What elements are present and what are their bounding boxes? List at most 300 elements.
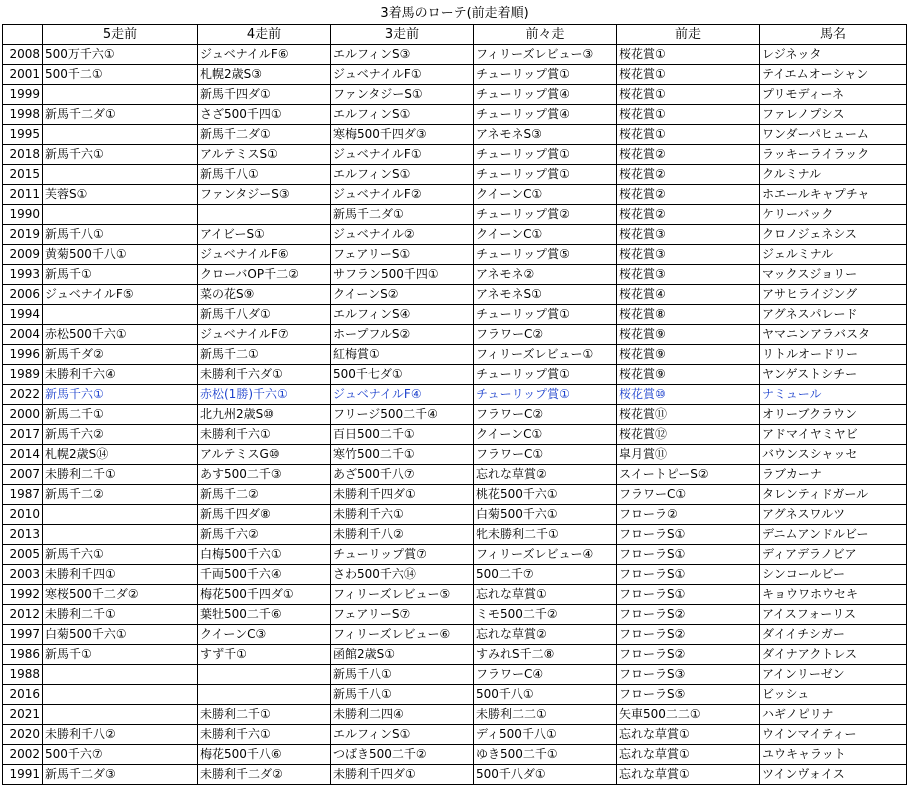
cell-last-race: 桜花賞⑪ bbox=[617, 405, 760, 425]
cell-last-race: 桜花賞⑫ bbox=[617, 425, 760, 445]
table-row bbox=[3, 405, 907, 425]
cell-4-races-ago: ジュベナイルF⑥ bbox=[198, 45, 331, 65]
cell-4-races-ago: アルテミスS① bbox=[198, 145, 331, 165]
cell-2-races-ago: 500二千⑦ bbox=[474, 565, 617, 585]
cell-4-races-ago: 葉牡500二千⑥ bbox=[198, 605, 331, 625]
cell-year: 2017 bbox=[3, 425, 43, 445]
cell-year: 1986 bbox=[3, 645, 43, 665]
cell-last-race: 桜花賞③ bbox=[617, 245, 760, 265]
cell-2-races-ago: 忘れな草賞② bbox=[474, 465, 617, 485]
cell-4-races-ago: ジュベナイルF⑦ bbox=[198, 325, 331, 345]
cell-horse-name: シンコールビー bbox=[760, 565, 907, 585]
table-row bbox=[3, 385, 907, 405]
cell-2-races-ago: チューリップ賞④ bbox=[474, 85, 617, 105]
cell-3-races-ago: エルフィンS③ bbox=[331, 45, 474, 65]
table-row bbox=[3, 625, 907, 645]
cell-4-races-ago: すず千① bbox=[198, 645, 331, 665]
cell-5-races-ago: 白菊500千六① bbox=[43, 625, 198, 645]
cell-2-races-ago: クイーンC① bbox=[474, 425, 617, 445]
cell-4-races-ago bbox=[198, 685, 331, 705]
cell-year: 2009 bbox=[3, 245, 43, 265]
cell-last-race: 桜花賞① bbox=[617, 125, 760, 145]
cell-2-races-ago: アネモネS① bbox=[474, 285, 617, 305]
cell-year: 1996 bbox=[3, 345, 43, 365]
table-row bbox=[3, 525, 907, 545]
cell-horse-name: ビッシュ bbox=[760, 685, 907, 705]
cell-2-races-ago: すみれS千二⑧ bbox=[474, 645, 617, 665]
cell-5-races-ago: 新馬千二② bbox=[43, 485, 198, 505]
table-row bbox=[3, 545, 907, 565]
cell-horse-name: ケリーバック bbox=[760, 205, 907, 225]
cell-horse-name: ワンダーパヒューム bbox=[760, 125, 907, 145]
cell-horse-name: ヤンゲストシチー bbox=[760, 365, 907, 385]
cell-last-race: 桜花賞② bbox=[617, 185, 760, 205]
cell-horse-name: ユウキャラット bbox=[760, 745, 907, 765]
cell-3-races-ago: 紅梅賞① bbox=[331, 345, 474, 365]
cell-horse-name: ホエールキャプチャ bbox=[760, 185, 907, 205]
table-row bbox=[3, 705, 907, 725]
cell-horse-name: デニムアンドルビー bbox=[760, 525, 907, 545]
cell-last-race: 桜花賞⑧ bbox=[617, 305, 760, 325]
cell-horse-name: ダイナアクトレス bbox=[760, 645, 907, 665]
cell-4-races-ago: 梅花500千四ダ① bbox=[198, 585, 331, 605]
cell-3-races-ago: エルフィンS① bbox=[331, 725, 474, 745]
cell-2-races-ago: チューリップ賞② bbox=[474, 205, 617, 225]
cell-4-races-ago: クローバOP千二② bbox=[198, 265, 331, 285]
table-row bbox=[3, 85, 907, 105]
cell-5-races-ago: 未勝利千八② bbox=[43, 725, 198, 745]
table-row bbox=[3, 445, 907, 465]
table-row bbox=[3, 505, 907, 525]
cell-year: 2011 bbox=[3, 185, 43, 205]
cell-2-races-ago: アネモネS③ bbox=[474, 125, 617, 145]
cell-5-races-ago bbox=[43, 205, 198, 225]
cell-5-races-ago: 未勝利二千① bbox=[43, 465, 198, 485]
table-row bbox=[3, 585, 907, 605]
cell-2-races-ago: フラワーC① bbox=[474, 445, 617, 465]
cell-3-races-ago: 未勝利千四ダ① bbox=[331, 765, 474, 785]
cell-4-races-ago: 赤松(1勝)千六① bbox=[198, 385, 331, 405]
cell-3-races-ago: フェアリーS⑦ bbox=[331, 605, 474, 625]
cell-last-race: フローラS① bbox=[617, 565, 760, 585]
cell-year: 2022 bbox=[3, 385, 43, 405]
table-body bbox=[3, 45, 907, 785]
cell-3-races-ago: ジュベナイルF① bbox=[331, 145, 474, 165]
cell-5-races-ago: 新馬千① bbox=[43, 265, 198, 285]
cell-2-races-ago: クイーンC① bbox=[474, 185, 617, 205]
cell-horse-name: アイスフォーリス bbox=[760, 605, 907, 625]
cell-3-races-ago: エルフィンS④ bbox=[331, 305, 474, 325]
cell-2-races-ago: アネモネ② bbox=[474, 265, 617, 285]
cell-year: 2010 bbox=[3, 505, 43, 525]
cell-2-races-ago: 未勝利二二① bbox=[474, 705, 617, 725]
cell-year: 2000 bbox=[3, 405, 43, 425]
cell-2-races-ago: チューリップ賞① bbox=[474, 305, 617, 325]
cell-last-race: 桜花賞① bbox=[617, 105, 760, 125]
cell-horse-name: プリモディーネ bbox=[760, 85, 907, 105]
cell-3-races-ago: さわ500千六⑭ bbox=[331, 565, 474, 585]
cell-2-races-ago: ミモ500二千② bbox=[474, 605, 617, 625]
cell-last-race: 忘れな草賞① bbox=[617, 745, 760, 765]
cell-last-race: 桜花賞③ bbox=[617, 265, 760, 285]
cell-5-races-ago: 芙蓉S① bbox=[43, 185, 198, 205]
cell-2-races-ago: 牝未勝利二千① bbox=[474, 525, 617, 545]
cell-4-races-ago: あす500二千③ bbox=[198, 465, 331, 485]
cell-year: 2002 bbox=[3, 745, 43, 765]
cell-last-race: フローラ② bbox=[617, 505, 760, 525]
cell-year: 1991 bbox=[3, 765, 43, 785]
cell-4-races-ago: 未勝利千六ダ① bbox=[198, 365, 331, 385]
table-row bbox=[3, 325, 907, 345]
cell-2-races-ago: フラワーC② bbox=[474, 405, 617, 425]
header-row bbox=[3, 25, 907, 45]
cell-year: 1993 bbox=[3, 265, 43, 285]
cell-3-races-ago: チューリップ賞⑦ bbox=[331, 545, 474, 565]
cell-2-races-ago: チューリップ賞① bbox=[474, 145, 617, 165]
rotation-table bbox=[2, 3, 907, 785]
cell-5-races-ago: 札幌2歳S⑭ bbox=[43, 445, 198, 465]
cell-2-races-ago: クイーンC① bbox=[474, 225, 617, 245]
cell-last-race: 桜花賞⑩ bbox=[617, 385, 760, 405]
table-row bbox=[3, 285, 907, 305]
cell-last-race: スイートピーS② bbox=[617, 465, 760, 485]
cell-5-races-ago: 500千六⑦ bbox=[43, 745, 198, 765]
cell-5-races-ago bbox=[43, 705, 198, 725]
cell-3-races-ago: ファンタジーS① bbox=[331, 85, 474, 105]
cell-5-races-ago: 新馬千二ダ③ bbox=[43, 765, 198, 785]
cell-year: 2012 bbox=[3, 605, 43, 625]
cell-2-races-ago: フラワーC② bbox=[474, 325, 617, 345]
cell-horse-name: ラブカーナ bbox=[760, 465, 907, 485]
cell-horse-name: タレンティドガール bbox=[760, 485, 907, 505]
cell-4-races-ago: 新馬千二ダ① bbox=[198, 125, 331, 145]
cell-4-races-ago: アイビーS① bbox=[198, 225, 331, 245]
cell-year: 2021 bbox=[3, 705, 43, 725]
cell-last-race: フローラS② bbox=[617, 645, 760, 665]
cell-3-races-ago: フィリーズレビュー⑥ bbox=[331, 625, 474, 645]
cell-year: 1989 bbox=[3, 365, 43, 385]
cell-last-race: フローラS② bbox=[617, 625, 760, 645]
cell-4-races-ago: 菜の花S⑨ bbox=[198, 285, 331, 305]
cell-3-races-ago: 寒梅500千四ダ③ bbox=[331, 125, 474, 145]
cell-5-races-ago: 新馬千ダ② bbox=[43, 345, 198, 365]
cell-4-races-ago: さざ500千四① bbox=[198, 105, 331, 125]
cell-horse-name: クロノジェネシス bbox=[760, 225, 907, 245]
cell-last-race: 桜花賞① bbox=[617, 85, 760, 105]
table-row bbox=[3, 245, 907, 265]
cell-last-race: 桜花賞⑨ bbox=[617, 325, 760, 345]
cell-5-races-ago: 500千二① bbox=[43, 65, 198, 85]
table-row bbox=[3, 485, 907, 505]
cell-horse-name: ダイイチシガー bbox=[760, 625, 907, 645]
cell-2-races-ago: チューリップ賞① bbox=[474, 365, 617, 385]
cell-5-races-ago bbox=[43, 505, 198, 525]
cell-5-races-ago: 未勝利二千① bbox=[43, 605, 198, 625]
cell-last-race: 忘れな草賞① bbox=[617, 765, 760, 785]
cell-4-races-ago: 千両500千六④ bbox=[198, 565, 331, 585]
cell-4-races-ago: 未勝利千六① bbox=[198, 425, 331, 445]
cell-4-races-ago: 新馬千八① bbox=[198, 165, 331, 185]
cell-horse-name: ジェルミナル bbox=[760, 245, 907, 265]
cell-last-race: 皐月賞⑪ bbox=[617, 445, 760, 465]
cell-5-races-ago: 新馬二千① bbox=[43, 405, 198, 425]
cell-last-race: 桜花賞⑨ bbox=[617, 365, 760, 385]
cell-4-races-ago: 未勝利二千① bbox=[198, 705, 331, 725]
cell-3-races-ago: ジュベナイルF① bbox=[331, 65, 474, 85]
cell-3-races-ago: 未勝利千八② bbox=[331, 525, 474, 545]
table-row bbox=[3, 725, 907, 745]
cell-3-races-ago: 百日500二千① bbox=[331, 425, 474, 445]
table-row bbox=[3, 125, 907, 145]
cell-year: 2003 bbox=[3, 565, 43, 585]
table-row bbox=[3, 465, 907, 485]
cell-last-race: フローラS① bbox=[617, 545, 760, 565]
cell-2-races-ago: フィリーズレビュー③ bbox=[474, 45, 617, 65]
cell-3-races-ago: エルフィンS① bbox=[331, 165, 474, 185]
cell-5-races-ago: 赤松500千六① bbox=[43, 325, 198, 345]
cell-4-races-ago: アルテミスG⑩ bbox=[198, 445, 331, 465]
cell-2-races-ago: チューリップ賞① bbox=[474, 65, 617, 85]
cell-horse-name: クルミナル bbox=[760, 165, 907, 185]
cell-3-races-ago: 新馬千八① bbox=[331, 685, 474, 705]
table-row bbox=[3, 745, 907, 765]
header-2-races-ago: 前々走 bbox=[474, 25, 617, 45]
cell-4-races-ago: 新馬千二① bbox=[198, 345, 331, 365]
cell-3-races-ago: ホープフルS② bbox=[331, 325, 474, 345]
cell-3-races-ago: エルフィンS① bbox=[331, 105, 474, 125]
cell-4-races-ago: 札幌2歳S③ bbox=[198, 65, 331, 85]
table-row bbox=[3, 205, 907, 225]
cell-horse-name: ヤマニンアラバスタ bbox=[760, 325, 907, 345]
header-horse-name: 馬名 bbox=[760, 25, 907, 45]
cell-last-race: 桜花賞④ bbox=[617, 285, 760, 305]
cell-last-race: 忘れな草賞① bbox=[617, 725, 760, 745]
cell-3-races-ago: クイーンS② bbox=[331, 285, 474, 305]
cell-horse-name: キョウワホウセキ bbox=[760, 585, 907, 605]
cell-year: 2005 bbox=[3, 545, 43, 565]
cell-last-race: 桜花賞② bbox=[617, 165, 760, 185]
cell-year: 1987 bbox=[3, 485, 43, 505]
table-row bbox=[3, 425, 907, 445]
header-year bbox=[3, 25, 43, 45]
cell-4-races-ago bbox=[198, 205, 331, 225]
cell-last-race: フローラS① bbox=[617, 585, 760, 605]
cell-year: 2016 bbox=[3, 685, 43, 705]
cell-year: 2014 bbox=[3, 445, 43, 465]
cell-horse-name: アインリーゼン bbox=[760, 665, 907, 685]
cell-horse-name: ファレノプシス bbox=[760, 105, 907, 125]
cell-5-races-ago bbox=[43, 685, 198, 705]
cell-horse-name: ディアデラノビア bbox=[760, 545, 907, 565]
cell-3-races-ago: フェアリーS① bbox=[331, 245, 474, 265]
cell-3-races-ago: フィリーズレビュー⑤ bbox=[331, 585, 474, 605]
cell-2-races-ago: チューリップ賞⑤ bbox=[474, 245, 617, 265]
cell-5-races-ago: 未勝利千四① bbox=[43, 565, 198, 585]
cell-3-races-ago: ジュベナイルF② bbox=[331, 185, 474, 205]
cell-5-races-ago: 新馬千六① bbox=[43, 545, 198, 565]
cell-5-races-ago: 未勝利千六④ bbox=[43, 365, 198, 385]
cell-last-race: 桜花賞⑨ bbox=[617, 345, 760, 365]
cell-3-races-ago: ジュベナイルF④ bbox=[331, 385, 474, 405]
cell-5-races-ago: 黄菊500千八① bbox=[43, 245, 198, 265]
table-row bbox=[3, 225, 907, 245]
cell-5-races-ago: 新馬千二ダ① bbox=[43, 105, 198, 125]
table-row bbox=[3, 45, 907, 65]
cell-3-races-ago: フリージ500二千④ bbox=[331, 405, 474, 425]
header-3-races-ago: 3走前 bbox=[331, 25, 474, 45]
cell-year: 2019 bbox=[3, 225, 43, 245]
table-row bbox=[3, 65, 907, 85]
cell-5-races-ago bbox=[43, 665, 198, 685]
cell-horse-name: ツインヴォイス bbox=[760, 765, 907, 785]
cell-year: 2018 bbox=[3, 145, 43, 165]
cell-5-races-ago: ジュベナイルF⑤ bbox=[43, 285, 198, 305]
cell-2-races-ago: 500千八① bbox=[474, 685, 617, 705]
cell-5-races-ago: 500万千六① bbox=[43, 45, 198, 65]
cell-year: 1997 bbox=[3, 625, 43, 645]
cell-year: 1988 bbox=[3, 665, 43, 685]
table-row bbox=[3, 265, 907, 285]
cell-3-races-ago: あざ500千八⑦ bbox=[331, 465, 474, 485]
cell-5-races-ago: 寒桜500千二ダ② bbox=[43, 585, 198, 605]
cell-horse-name: レジネッタ bbox=[760, 45, 907, 65]
cell-2-races-ago: チューリップ賞① bbox=[474, 385, 617, 405]
table-row bbox=[3, 685, 907, 705]
cell-year: 1990 bbox=[3, 205, 43, 225]
cell-last-race: 桜花賞② bbox=[617, 145, 760, 165]
cell-4-races-ago: ファンタジーS③ bbox=[198, 185, 331, 205]
cell-5-races-ago bbox=[43, 305, 198, 325]
title-row bbox=[3, 3, 907, 25]
cell-horse-name: テイエムオーシャン bbox=[760, 65, 907, 85]
cell-year: 2015 bbox=[3, 165, 43, 185]
cell-2-races-ago: フラワーC④ bbox=[474, 665, 617, 685]
cell-4-races-ago: 梅花500千八⑥ bbox=[198, 745, 331, 765]
cell-3-races-ago: ジュベナイル② bbox=[331, 225, 474, 245]
cell-last-race: 桜花賞① bbox=[617, 65, 760, 85]
table-row bbox=[3, 565, 907, 585]
cell-3-races-ago: 未勝利千四ダ① bbox=[331, 485, 474, 505]
cell-horse-name: ハギノピリナ bbox=[760, 705, 907, 725]
header-4-races-ago: 4走前 bbox=[198, 25, 331, 45]
cell-3-races-ago: 寒竹500二千① bbox=[331, 445, 474, 465]
cell-4-races-ago: 新馬千四ダ① bbox=[198, 85, 331, 105]
cell-2-races-ago: 桃花500千六① bbox=[474, 485, 617, 505]
cell-2-races-ago: ゆき500二千① bbox=[474, 745, 617, 765]
cell-horse-name: アドマイヤミヤビ bbox=[760, 425, 907, 445]
table-row bbox=[3, 305, 907, 325]
cell-year: 2007 bbox=[3, 465, 43, 485]
table-row bbox=[3, 185, 907, 205]
cell-last-race: 桜花賞② bbox=[617, 205, 760, 225]
cell-2-races-ago: 忘れな草賞① bbox=[474, 585, 617, 605]
cell-last-race: 桜花賞③ bbox=[617, 225, 760, 245]
cell-horse-name: オリーブクラウン bbox=[760, 405, 907, 425]
header-5-races-ago: 5走前 bbox=[43, 25, 198, 45]
cell-last-race: 矢車500二二① bbox=[617, 705, 760, 725]
cell-4-races-ago: 新馬千六② bbox=[198, 525, 331, 545]
cell-last-race: フローラS② bbox=[617, 605, 760, 625]
table-row bbox=[3, 365, 907, 385]
table-row bbox=[3, 345, 907, 365]
cell-5-races-ago: 新馬千① bbox=[43, 645, 198, 665]
cell-year: 1998 bbox=[3, 105, 43, 125]
cell-3-races-ago: 新馬千二ダ① bbox=[331, 205, 474, 225]
cell-year: 2001 bbox=[3, 65, 43, 85]
cell-last-race: フローラS① bbox=[617, 525, 760, 545]
cell-5-races-ago: 新馬千六② bbox=[43, 425, 198, 445]
table-row bbox=[3, 765, 907, 785]
cell-2-races-ago: フィリーズレビュー④ bbox=[474, 545, 617, 565]
cell-4-races-ago: 新馬千八ダ① bbox=[198, 305, 331, 325]
cell-horse-name: アグネスパレード bbox=[760, 305, 907, 325]
cell-5-races-ago: 新馬千六① bbox=[43, 145, 198, 165]
cell-horse-name: アサヒライジング bbox=[760, 285, 907, 305]
cell-2-races-ago: 忘れな草賞② bbox=[474, 625, 617, 645]
cell-3-races-ago: 未勝利千六① bbox=[331, 505, 474, 525]
cell-year: 1999 bbox=[3, 85, 43, 105]
cell-5-races-ago bbox=[43, 85, 198, 105]
cell-year: 2008 bbox=[3, 45, 43, 65]
cell-4-races-ago: 新馬千二② bbox=[198, 485, 331, 505]
cell-4-races-ago: 白梅500千六① bbox=[198, 545, 331, 565]
cell-5-races-ago: 新馬千八① bbox=[43, 225, 198, 245]
cell-2-races-ago: ディ500千八① bbox=[474, 725, 617, 745]
cell-2-races-ago: 白菊500千六① bbox=[474, 505, 617, 525]
cell-3-races-ago: 新馬千八① bbox=[331, 665, 474, 685]
cell-2-races-ago: チューリップ賞④ bbox=[474, 105, 617, 125]
cell-last-race: 桜花賞① bbox=[617, 45, 760, 65]
table-row bbox=[3, 105, 907, 125]
cell-4-races-ago: 北九州2歳S⑩ bbox=[198, 405, 331, 425]
cell-year: 2013 bbox=[3, 525, 43, 545]
header-last-race: 前走 bbox=[617, 25, 760, 45]
table-row bbox=[3, 145, 907, 165]
cell-year: 1995 bbox=[3, 125, 43, 145]
cell-5-races-ago bbox=[43, 525, 198, 545]
cell-2-races-ago: チューリップ賞① bbox=[474, 165, 617, 185]
cell-horse-name: ウインマイティー bbox=[760, 725, 907, 745]
cell-4-races-ago: 新馬千四ダ⑧ bbox=[198, 505, 331, 525]
cell-last-race: フローラS③ bbox=[617, 665, 760, 685]
cell-5-races-ago bbox=[43, 125, 198, 145]
cell-year: 1992 bbox=[3, 585, 43, 605]
cell-5-races-ago bbox=[43, 165, 198, 185]
cell-4-races-ago: ジュベナイルF⑥ bbox=[198, 245, 331, 265]
cell-4-races-ago: 未勝利千二ダ② bbox=[198, 765, 331, 785]
cell-year: 2004 bbox=[3, 325, 43, 345]
table-title: 3着馬のローテ(前走着順) bbox=[380, 6, 529, 21]
table-row bbox=[3, 605, 907, 625]
cell-3-races-ago: 未勝利二四④ bbox=[331, 705, 474, 725]
cell-horse-name: リトルオードリー bbox=[760, 345, 907, 365]
cell-year: 2020 bbox=[3, 725, 43, 745]
cell-horse-name: マックスジョリー bbox=[760, 265, 907, 285]
cell-3-races-ago: サフラン500千四① bbox=[331, 265, 474, 285]
cell-last-race: フローラS⑤ bbox=[617, 685, 760, 705]
table-row bbox=[3, 665, 907, 685]
cell-horse-name: バウンスシャッセ bbox=[760, 445, 907, 465]
cell-year: 1994 bbox=[3, 305, 43, 325]
cell-year: 2006 bbox=[3, 285, 43, 305]
cell-horse-name: アグネスワルツ bbox=[760, 505, 907, 525]
cell-5-races-ago: 新馬千六① bbox=[43, 385, 198, 405]
cell-2-races-ago: 500千八ダ① bbox=[474, 765, 617, 785]
cell-3-races-ago: 500千七ダ① bbox=[331, 365, 474, 385]
cell-2-races-ago: フィリーズレビュー① bbox=[474, 345, 617, 365]
cell-4-races-ago: 未勝利千六① bbox=[198, 725, 331, 745]
cell-last-race: フラワーC① bbox=[617, 485, 760, 505]
